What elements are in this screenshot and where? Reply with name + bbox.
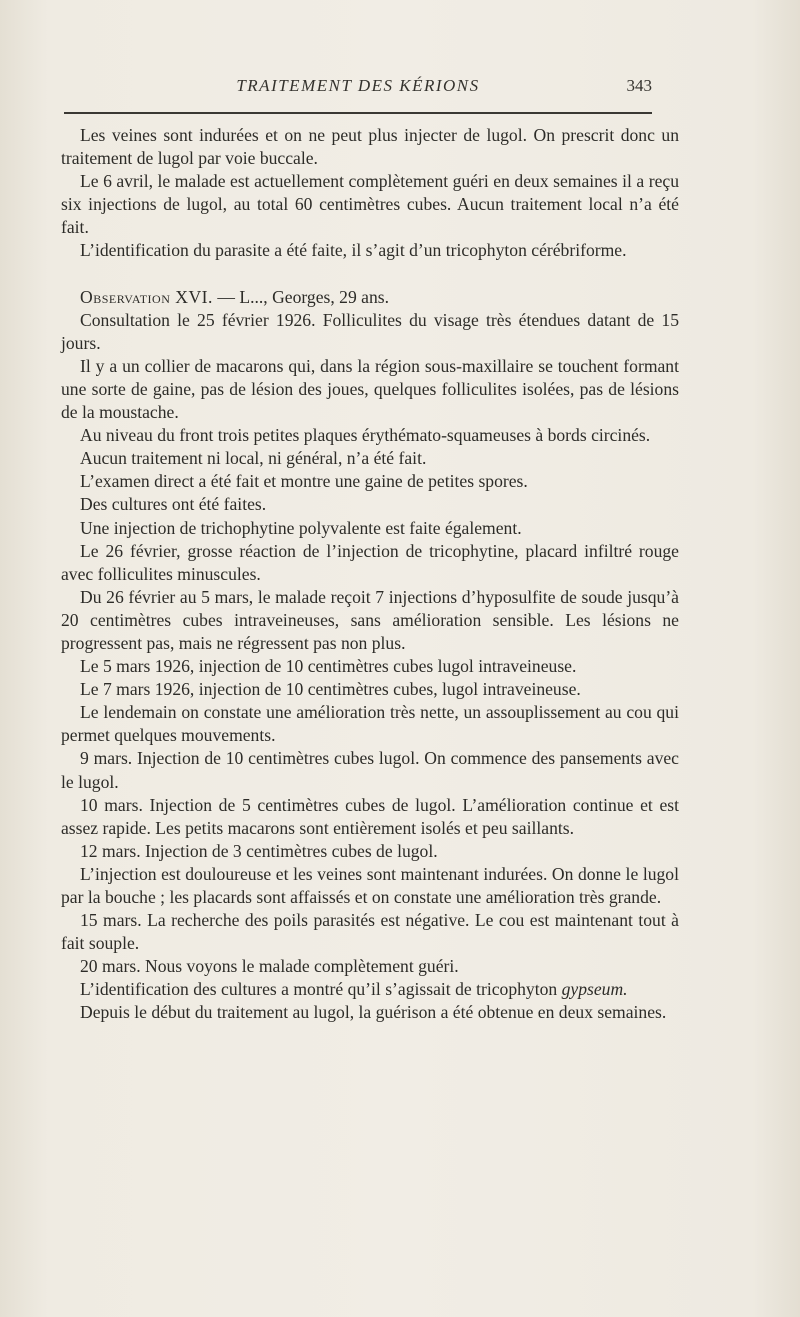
paragraph: Au niveau du front trois petites plaques érythémato-squameuses à bords circinés. bbox=[80, 425, 651, 446]
page-number: 343 bbox=[626, 76, 652, 95]
paragraph: Le 5 mars 1926, injection de 10 centimètres cubes lugol intraveineuse. bbox=[80, 656, 577, 677]
paragraph: L’identification du parasite a été faite, il s’agit d’un tricophyton cérébriforme. bbox=[80, 240, 627, 261]
paragraph: Le lendemain on constate une amélioration très nette, un assouplissement au cou qui permet quelques mouvements. bbox=[61, 702, 679, 746]
identification-text: L’identification des cultures a montré qu’il s’agissait de tricophyton bbox=[80, 979, 558, 1000]
paragraph: Consultation le 25 février 1926. Folliculites du visage très étendues datant de 15 jours. bbox=[61, 309, 679, 353]
paragraph: Du 26 février au 5 mars, le malade reçoit 7 injections d’hyposulfite de soude jusqu’à 20 centimètres cubes intraveineuses, sans amélioration sensible. Les lésions ne progressent pas, mais ne régressent pas non plus. bbox=[61, 586, 679, 653]
species-name: gypseum. bbox=[561, 979, 628, 1000]
observation-patient: — L..., Georges, 29 ans. bbox=[217, 286, 390, 307]
page-header bbox=[64, 76, 652, 102]
paragraph: L’injection est douloureuse et les veines sont maintenant indurées. On donne le lugol par la bouche ; les placards sont affaissés et on constate une amélioration très grande. bbox=[61, 863, 679, 907]
paragraph: 15 mars. La recherche des poils parasités est négative. Le cou est maintenant tout à fait souple. bbox=[61, 910, 679, 954]
paragraph: Les veines sont indurées et on ne peut plus injecter de lugol. On prescrit donc un traitement de lugol par voie buccale. bbox=[61, 125, 679, 169]
paragraph: Le 6 avril, le malade est actuellement complètement guéri en deux semaines il a reçu six injections de lugol, au total 60 centimètres cubes. Aucun traitement local n’a été fait. bbox=[61, 171, 679, 238]
paragraph: Il y a un collier de macarons qui, dans la région sous-maxillaire se touchent formant une sorte de gaine, pas de lésion des joues, quelques folliculites isolées, pas de lésions de la moustache. bbox=[61, 355, 679, 423]
paragraph: L’examen direct a été fait et montre une gaine de petites spores. bbox=[80, 471, 528, 492]
header-rule bbox=[64, 112, 652, 114]
paragraph: 10 mars. Injection de 5 centimètres cubes de lugol. L’amélioration continue et est assez rapide. Les petits macarons sont entièrement isolés et peu saillants. bbox=[61, 794, 679, 838]
paragraph: Le 26 février, grosse réaction de l’injection de tricophytine, placard infiltré rouge avec folliculites minuscules. bbox=[61, 540, 679, 584]
paragraph: Depuis le début du traitement au lugol, la guérison a été obtenue en deux semaines. bbox=[80, 1002, 667, 1023]
running-title: TRAITEMENT DES KÉRIONS bbox=[236, 76, 480, 95]
identification-paragraph bbox=[61, 978, 679, 1001]
observation-heading-paragraph bbox=[61, 286, 679, 309]
paragraph: Une injection de trichophytine polyvalente est faite également. bbox=[80, 517, 522, 538]
paragraph: 9 mars. Injection de 10 centimètres cubes lugol. On commence des pansements avec le lugol. bbox=[61, 748, 679, 792]
paragraph: Le 7 mars 1926, injection de 10 centimètres cubes, lugol intraveineuse. bbox=[80, 679, 581, 700]
body-text bbox=[61, 124, 679, 1025]
paragraph: Des cultures ont été faites. bbox=[80, 494, 267, 515]
paragraph: 20 mars. Nous voyons le malade complètement guéri. bbox=[80, 956, 459, 977]
observation-label: Observation XVI. bbox=[80, 286, 213, 307]
paragraph: 12 mars. Injection de 3 centimètres cubes de lugol. bbox=[80, 840, 438, 861]
paragraph: Aucun traitement ni local, ni général, n’a été fait. bbox=[80, 448, 427, 469]
